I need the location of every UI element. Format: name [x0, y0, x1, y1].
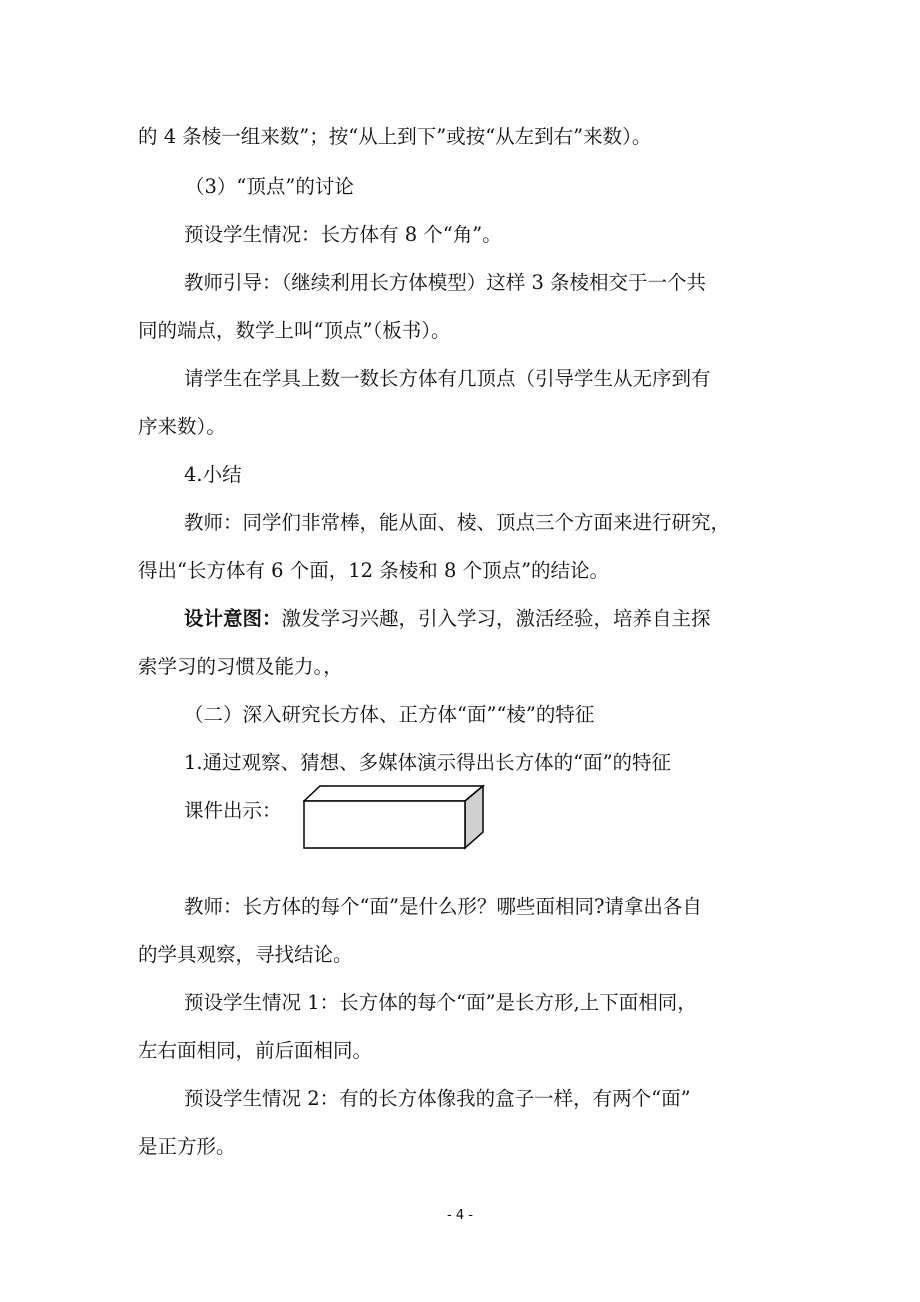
text-line-1: 的 4 条棱一组来数”；按“从上到下”或按“从左到右”来数）。 — [138, 125, 652, 148]
cuboid-figure — [303, 784, 485, 850]
text-line-10: 得出“长方体有 6 个面，12 条棱和 8 个顶点”的结论。 — [138, 559, 610, 582]
text-line-3: 预设学生情况：长方体有 8 个“角”。 — [184, 223, 502, 246]
text-line-17: 的学具观察，寻找结论。 — [138, 943, 353, 966]
text-line-5: 同的端点，数学上叫“顶点”（板书）。 — [138, 319, 451, 342]
text-line-19: 左右面相同，前后面相同。 — [138, 1039, 373, 1062]
text-line-6: 请学生在学具上数一数长方体有几顶点（引导学生从无序到有 — [184, 367, 711, 390]
text-line-9: 教师：同学们非常棒，能从面、棱、顶点三个方面来进行研究， — [184, 511, 731, 534]
text-line-21: 是正方形。 — [138, 1135, 236, 1158]
text-line-20: 预设学生情况 2：有的长方体像我的盒子一样，有两个“面” — [184, 1087, 691, 1110]
design-intent-text: 激发学习兴趣，引入学习，激活经验，培养自主探 — [281, 607, 711, 630]
cuboid-front-face — [304, 801, 465, 848]
text-line-12: 索学习的习惯及能力。， — [138, 655, 343, 678]
section-heading-summary: 4.小结 — [184, 463, 242, 486]
text-line-7: 序来数）。 — [138, 415, 226, 438]
text-line-14: 1.通过观察、猜想、多媒体演示得出长方体的“面”的特征 — [184, 751, 672, 774]
courseware-label: 课件出示： — [184, 799, 282, 822]
design-intent-label: 设计意图： — [184, 607, 282, 630]
page-number: - 4 - — [447, 1208, 473, 1223]
text-line-18: 预设学生情况 1：长方体的每个“面”是长方形,上下面相同， — [184, 991, 697, 1014]
text-line-2: （3）“顶点”的讨论 — [185, 175, 354, 198]
design-intent-line — [184, 607, 711, 631]
cuboid-top-face — [304, 786, 483, 801]
text-line-16: 教师：长方体的每个“面”是什么形？哪些面相同?请拿出各自 — [184, 895, 702, 918]
section-heading-2: （二）深入研究长方体、正方体“面”“棱”的特征 — [184, 703, 595, 726]
text-line-4: 教师引导：（继续利用长方体模型）这样 3 条棱相交于一个共 — [184, 271, 707, 294]
